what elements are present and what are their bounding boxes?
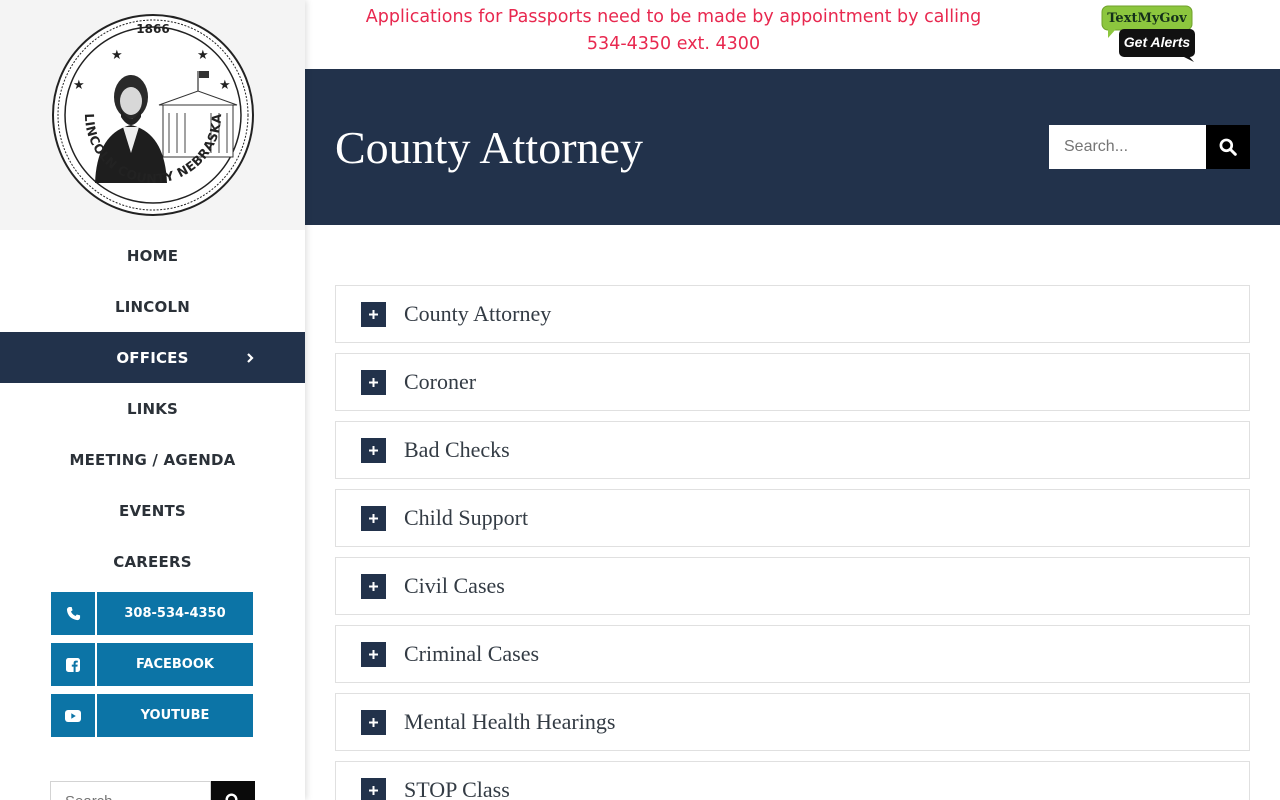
plus-icon[interactable] — [361, 438, 386, 463]
passport-notice — [305, 0, 1042, 69]
search-icon — [225, 793, 241, 800]
nav-label: LINCOLN — [115, 297, 190, 316]
nav-item-links[interactable] — [0, 383, 305, 434]
nav-label: OFFICES — [116, 348, 189, 367]
sidebar-search — [50, 781, 255, 800]
sidebar-search-input[interactable] — [50, 781, 211, 800]
accordion-item-criminal-cases[interactable] — [335, 625, 1250, 683]
nav-item-events[interactable] — [0, 485, 305, 536]
page-title: County Attorney — [335, 122, 643, 173]
nav-item-offices[interactable] — [0, 332, 305, 383]
textmygov-brand: TextMyGov — [1107, 11, 1187, 26]
nav-item-lincoln[interactable] — [0, 281, 305, 332]
svg-text:★: ★ — [110, 48, 123, 63]
accordion-label: Civil Cases — [404, 573, 505, 598]
plus-icon[interactable] — [361, 506, 386, 531]
accordion-label: Bad Checks — [404, 437, 510, 462]
notice-line-2: 534-4350 ext. 4300 — [586, 34, 761, 54]
plus-icon[interactable] — [361, 642, 386, 667]
phone-label: 308-534-4350 — [124, 606, 226, 621]
page-header — [305, 69, 1280, 225]
phone-icon — [51, 592, 97, 635]
nav-label: LINKS — [126, 399, 179, 418]
plus-icon[interactable] — [361, 302, 386, 327]
office-accordion — [335, 285, 1250, 800]
plus-icon[interactable] — [361, 370, 386, 395]
nav-item-careers[interactable] — [0, 536, 305, 587]
accordion-label: County Attorney — [404, 301, 552, 326]
textmygov-cta: Get Alerts — [1123, 34, 1191, 50]
header-search — [1049, 125, 1250, 169]
svg-text:★: ★ — [196, 48, 209, 63]
svg-text:★: ★ — [218, 78, 231, 93]
youtube-button[interactable] — [51, 694, 253, 737]
svg-text:★: ★ — [72, 78, 85, 93]
facebook-icon — [51, 643, 97, 686]
chevron-right-icon — [244, 332, 256, 383]
facebook-label: FACEBOOK — [136, 657, 214, 672]
youtube-icon — [51, 694, 97, 737]
plus-icon[interactable] — [361, 574, 386, 599]
facebook-button[interactable] — [51, 643, 253, 686]
nav-item-home[interactable] — [0, 230, 305, 281]
logo-area — [0, 0, 305, 230]
youtube-label: YOUTUBE — [140, 708, 210, 723]
accordion-item-coroner[interactable] — [335, 353, 1250, 411]
notice-line-1: Applications for Passports need to be made by appointment by calling — [365, 7, 982, 27]
search-icon — [1219, 138, 1237, 156]
nav-label: HOME — [126, 246, 179, 265]
header-search-button[interactable] — [1206, 125, 1250, 169]
accordion-item-stop-class[interactable] — [335, 761, 1250, 800]
accordion-label: Criminal Cases — [404, 641, 540, 666]
accordion-item-civil-cases[interactable] — [335, 557, 1250, 615]
seal-year: 1866 — [135, 22, 170, 36]
plus-icon[interactable] — [361, 778, 386, 800]
nav-label: MEETING / AGENDA — [69, 450, 236, 469]
accordion-item-mental-health-hearings[interactable] — [335, 693, 1250, 751]
textmygov-badge[interactable] — [1100, 5, 1200, 65]
accordion-label: Child Support — [404, 505, 529, 530]
header-search-input[interactable] — [1049, 125, 1206, 169]
sidebar — [0, 0, 305, 800]
nav-item-meeting-agenda[interactable] — [0, 434, 305, 485]
main-nav — [0, 230, 305, 587]
accordion-label: STOP Class — [404, 777, 510, 800]
county-seal-logo[interactable] — [51, 13, 255, 217]
seal-ring-text: LINCOLN COUNTY NEBRASKA — [81, 112, 224, 187]
accordion-item-child-support[interactable] — [335, 489, 1250, 547]
sidebar-search-button[interactable] — [211, 781, 255, 800]
accordion-item-county-attorney[interactable] — [335, 285, 1250, 343]
plus-icon[interactable] — [361, 710, 386, 735]
accordion-label: Mental Health Hearings — [404, 709, 616, 734]
accordion-item-bad-checks[interactable] — [335, 421, 1250, 479]
accordion-label: Coroner — [404, 369, 477, 394]
nav-label: EVENTS — [119, 501, 186, 520]
phone-button[interactable] — [51, 592, 253, 635]
nav-label: CAREERS — [113, 552, 192, 571]
social-links — [51, 592, 305, 737]
